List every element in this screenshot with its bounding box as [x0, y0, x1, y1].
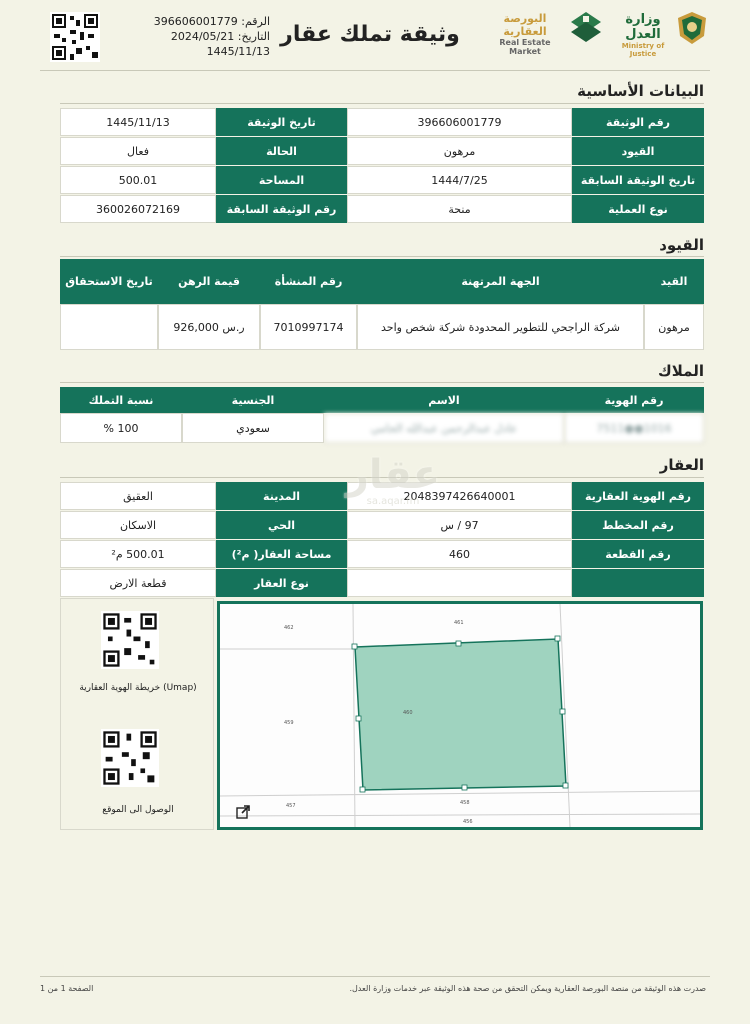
property-label: رقم المخطط — [572, 511, 704, 539]
table-header-cell: القيد — [660, 275, 688, 288]
table-header-cell: رقم الهوية — [604, 393, 664, 407]
basic-value: 1444/7/25 — [347, 166, 572, 194]
property-value: 460 — [347, 540, 572, 568]
property-value: 97 / س — [347, 511, 572, 539]
basic-label: القيود — [572, 137, 704, 165]
restrictions-rule — [60, 256, 704, 257]
table-header-cell: رقم المنشأة — [274, 275, 343, 288]
location-qr-label: الوصول الى الموقع — [102, 805, 174, 815]
table-cell — [60, 304, 158, 350]
basic-label: نوع العملية — [572, 195, 704, 223]
basic-data-title: البيانات الأساسية — [577, 82, 704, 100]
property-value — [347, 569, 572, 597]
watermark-url: sa.aqar.fm — [366, 496, 420, 507]
date-gregorian: 2024/05/21 — [170, 30, 235, 43]
umap-qr-label: (Umap) خريطة الهوية العقارية — [79, 683, 197, 693]
property-label: نوع العقار — [216, 569, 347, 597]
document-number: 396606001779 — [153, 15, 238, 28]
basic-value: مرهون — [347, 137, 572, 165]
restrictions-title: القيود — [659, 236, 704, 254]
market-logo-icon — [567, 10, 605, 46]
basic-value: فعال — [60, 137, 216, 165]
table-header-cell: الجنسية — [231, 393, 275, 407]
market-logo-en: Real Estate Market — [499, 38, 551, 56]
table-header-cell: الاسم — [428, 393, 460, 407]
property-value: 2048397426640001 — [347, 482, 572, 510]
property-label: رقم القطعة — [572, 540, 704, 568]
basic-label: رقم الوثيقة السابقة — [216, 195, 347, 223]
basic-value: 396606001779 — [347, 108, 572, 136]
number-label: الرقم: — [241, 15, 270, 28]
table-cell: شركة الراجحي للتطوير المحدودة شركة شخص واحد — [357, 304, 644, 350]
header-divider — [40, 70, 710, 71]
table-cell: ر.س 926,000 — [158, 304, 260, 350]
map-label-south2: 457 — [286, 803, 296, 809]
owners-rule — [60, 382, 704, 383]
property-value: 500.01 م² — [60, 540, 216, 568]
open-external-icon[interactable] — [236, 804, 250, 818]
parcel-map[interactable] — [217, 601, 703, 830]
map-label-north2: 461 — [454, 620, 464, 626]
map-label-north: 462 — [284, 625, 294, 631]
table-cell: 1016●●7511 — [564, 413, 704, 443]
map-label-center: 460 — [403, 710, 413, 716]
map-label-south: 458 — [460, 800, 470, 806]
table-header-cell: نسبة التملك — [88, 393, 154, 407]
property-label: مساحة العقار( م²) — [216, 540, 347, 568]
table-cell: عادل عبدالرحمن عبدالله الحامي — [324, 413, 564, 443]
property-label: المدينة — [216, 482, 347, 510]
basic-data-rule — [60, 103, 704, 104]
date-label: التاريخ: — [237, 30, 270, 43]
location-qr-code[interactable] — [101, 729, 159, 787]
basic-value: 1445/11/13 — [60, 108, 216, 136]
property-title: العقار — [659, 456, 704, 474]
property-value: العقيق — [60, 482, 216, 510]
document-meta — [140, 14, 270, 59]
emblem-icon — [676, 10, 708, 46]
footer-note: صدرت هذه الوثيقة من منصة البورصة العقارية ويمكن التحقق من صحة هذه الوثيقة عبر خدمات وزارة العدل. — [349, 984, 706, 993]
table-header-cell: الجهة المرتهنة — [461, 275, 540, 288]
table-cell: مرهون — [644, 304, 704, 350]
document-qr-code — [50, 12, 100, 62]
property-value: قطعة الارض — [60, 569, 216, 597]
basic-label: رقم الوثيقة — [572, 108, 704, 136]
table-cell: سعودي — [182, 413, 324, 443]
table-header-cell: قيمة الرهن — [178, 275, 240, 288]
map-label-se: 456 — [463, 819, 473, 825]
basic-value: 360026072169 — [60, 195, 216, 223]
table-cell: 100 % — [60, 413, 182, 443]
property-rule — [60, 477, 704, 478]
table-cell: 7010997174 — [260, 304, 357, 350]
watermark-text: عقار — [345, 452, 441, 498]
basic-value: 500.01 — [60, 166, 216, 194]
owners-title: الملاك — [658, 362, 704, 380]
page-number: الصفحة 1 من 1 — [40, 984, 94, 993]
footer-divider — [40, 976, 710, 977]
map-label-west: 459 — [284, 720, 294, 726]
basic-label: الحالة — [216, 137, 347, 165]
date-hijri: 1445/11/13 — [206, 45, 270, 58]
ministry-of-justice-logo — [612, 12, 674, 58]
basic-label: تاريخ الوثيقة السابقة — [572, 166, 704, 194]
moj-logo-en: Ministry of Justice — [621, 42, 665, 58]
real-estate-market-logo — [485, 12, 565, 56]
umap-qr-code[interactable] — [101, 611, 159, 669]
basic-label: تاريخ الوثيقة — [216, 108, 347, 136]
property-value: الاسكان — [60, 511, 216, 539]
qr-panel — [60, 598, 214, 830]
property-label: رقم الهوية العقارية — [572, 482, 704, 510]
moj-logo-ar: وزارة العدل — [625, 12, 661, 42]
market-logo-ar: البورصة العقارية — [503, 12, 547, 38]
basic-value: منحة — [347, 195, 572, 223]
page-title: وثيقة تملك عقار — [280, 22, 460, 47]
property-label: الحي — [216, 511, 347, 539]
basic-label: المساحة — [216, 166, 347, 194]
property-label — [572, 569, 704, 597]
table-header-cell: تاريخ الاستحقاق — [65, 275, 153, 288]
